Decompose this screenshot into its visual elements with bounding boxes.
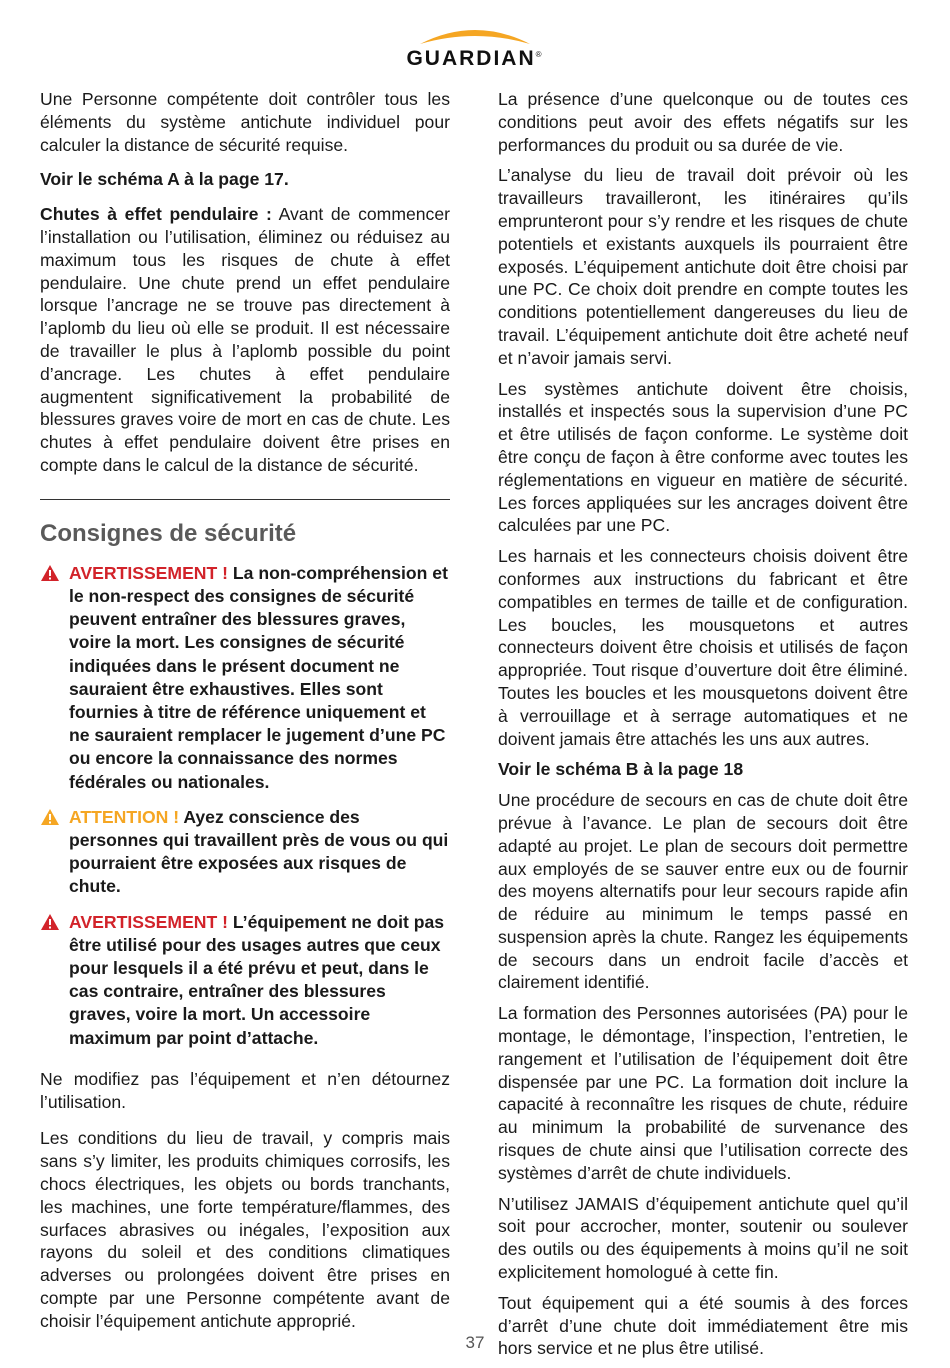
paragraph-distance: Une Personne compétente doit contrôler tous les éléments du système antichute individuel pour calculer la distance de sécurité requise.	[40, 89, 450, 155]
warning-tag: AVERTISSEMENT !	[69, 911, 229, 932]
paragraph-arrested-equipment: Tout équipement qui a été soumis à des forces d’arrêt d’une chute doit immédiatement être mis hors service et ne plus être utilisé.	[498, 1292, 908, 1359]
paragraph-never-use: N’utilisez JAMAIS d’équipement antichute quel qu’il soit pour accrocher, monter, soutenir ou soulever des outils ou des équipements à moins qu’il ne soit explicitement homologué à cette fin.	[498, 1193, 908, 1283]
paragraph-pendulum	[40, 203, 450, 477]
paragraph-site-analysis: L’analyse du lieu de travail doit prévoir où les travailleurs travailleront, les itinéraires qu’ils emprunteront pour s’y rendre et les risques de chute potentiels et existants auxquels ils pourraient être exposés. L’équipement antichute doit être choisi par une PC. Ce choix doit prendre en compte toutes les conditions potentiellement dangereuses du lieu de travail. L’équipement antichute doit être acheté neuf et n’avoir jamais servi.	[498, 165, 908, 368]
caution-tag: ATTENTION !	[69, 806, 180, 827]
warning-text: Ayez conscience des personnes qui travaillent près de vous ou qui pourraient être exposées aux risques de chute.	[69, 806, 449, 897]
paragraph-rescue: Une procédure de secours en cas de chute doit être prévue à l’avance. Le plan de secours doit être adapté au projet. Le plan de secours doit permettre aux employés de se sauver entre eux ou de fournir des moyens alternatifs pour leur secours rapide afin de réduire au minimum le temps passé en suspension après la chute. Rangez les équipements de secours dans un endroit facile d’accès et clairement identifié.	[498, 790, 908, 993]
page-number: 37	[465, 1333, 485, 1352]
warning-text: L’équipement ne doit pas être utilisé pour des usages autres que ceux pour lesquels il a été prévu et peut, dans le cas contraire, entraîner des blessures graves, voire la mort. Un accessoire maximum par point d’attache.	[69, 911, 445, 1048]
paragraph-modify: Ne modifiez pas l’équipement et n’en détournez l’utilisation.	[40, 1068, 450, 1112]
left-column	[40, 88, 450, 1345]
paragraph-systems: Les systèmes antichute doivent être choisis, installés et inspectés sous la supervision d’une PC et être utilisés de façon conforme. Le système doit être conçu de façon à être conforme avec toutes les réglementations en vigueur en matière de sécurité. Les forces appliquées sur les ancrages doivent être calculées par une PC.	[498, 378, 908, 536]
logo-swoosh-icon	[380, 20, 570, 50]
see-schema-a: Voir le schéma A à la page 17.	[40, 169, 289, 190]
paragraph-training: La formation des Personnes autorisées (PA) pour le montage, le démontage, l’inspection, l’entretien, le rangement et l’utilisation de l’équipement doit être dispensée par une PC. La formation doit inclure la capacité à reconnaître les risques de chute, réduire au minimum la probabilité de survenance des risques de chute ainsi que l’utilisation correcte des systèmes d’arrêt de chute individuels.	[498, 1003, 908, 1183]
see-schema-b: Voir le schéma B à la page 18	[498, 759, 744, 780]
paragraph-harness: Les harnais et les connecteurs choisis doivent être conformes aux instructions du fabricant et être compatibles en termes de taille et de configuration. Les boucles, les mousquetons et autres connecteurs doivent être choisis et utilisés de façon appropriée. Tout risque d’ouverture doit être éliminé. Toutes les boucles et les mousquetons doivent être à verrouillage et à serrage automatiques et ne doivent jamais être attachés les uns aux autres.	[498, 546, 908, 749]
warning-tag: AVERTISSEMENT !	[69, 562, 229, 583]
paragraph-conditions: Les conditions du lieu de travail, y compris mais sans s’y limiter, les produits chimiques corrosifs, les chocs électriques, les objets ou bords tranchants, les machines, une forte température/flammes, des surfaces abrasives ou inégales, l’exposition aux rayons du soleil et des conditions climatiques adverses ou prolongées doivent être prises en compte par une Personne compétente avant de choisir l’équipement antichute approprié.	[40, 1128, 450, 1331]
paragraph-conditions-effects: La présence d’une quelconque ou de toutes ces conditions peut avoir des effets négatifs sur les performances du produit ou sa durée de vie.	[498, 89, 908, 155]
guardian-logo	[380, 20, 570, 72]
warning-triangle-icon	[40, 808, 60, 826]
right-column	[498, 88, 908, 1368]
warning-block-3	[40, 911, 450, 1050]
pendulum-text: Avant de commencer l’installation ou l’utilisation, éliminez ou réduisez au maximum tous les risques de chute à effet pendulaire. Une chute prend un effet pendulaire lorsque l’ancrage ne se trouve pas directement à l’aplomb du lieu où elle se produit. Il est nécessaire de travailler le plus à l’aplomb possible du point d’ancrage. Les chutes à effet pendulaire augmentent significativement la probabilité de blessures graves voire de mort en cas de chute. Les chutes à effet pendulaire doivent être prises en compte dans le calcul de la distance de sécurité.	[40, 204, 450, 475]
section-divider	[40, 499, 450, 500]
warning-triangle-icon	[40, 913, 60, 931]
pendulum-label: Chutes à effet pendulaire :	[40, 204, 272, 225]
warning-triangle-icon	[40, 564, 60, 582]
logo-wordmark: GUARDIAN®	[406, 47, 544, 70]
section-title: Consignes de sécurité	[40, 519, 297, 547]
warning-block-2	[40, 806, 450, 899]
warning-text: La non-compréhension et le non-respect des consignes de sécurité peuvent entraîner des blessures graves, voire la mort. Les consignes de sécurité indiquées dans le présent document ne sauraient être exhaustives. Elles sont fournies à titre de référence uniquement et ne sauraient remplacer le jugement d’une PC ou encore la connaissance des normes fédérales ou nationales.	[69, 562, 448, 792]
warning-block-1	[40, 562, 450, 794]
